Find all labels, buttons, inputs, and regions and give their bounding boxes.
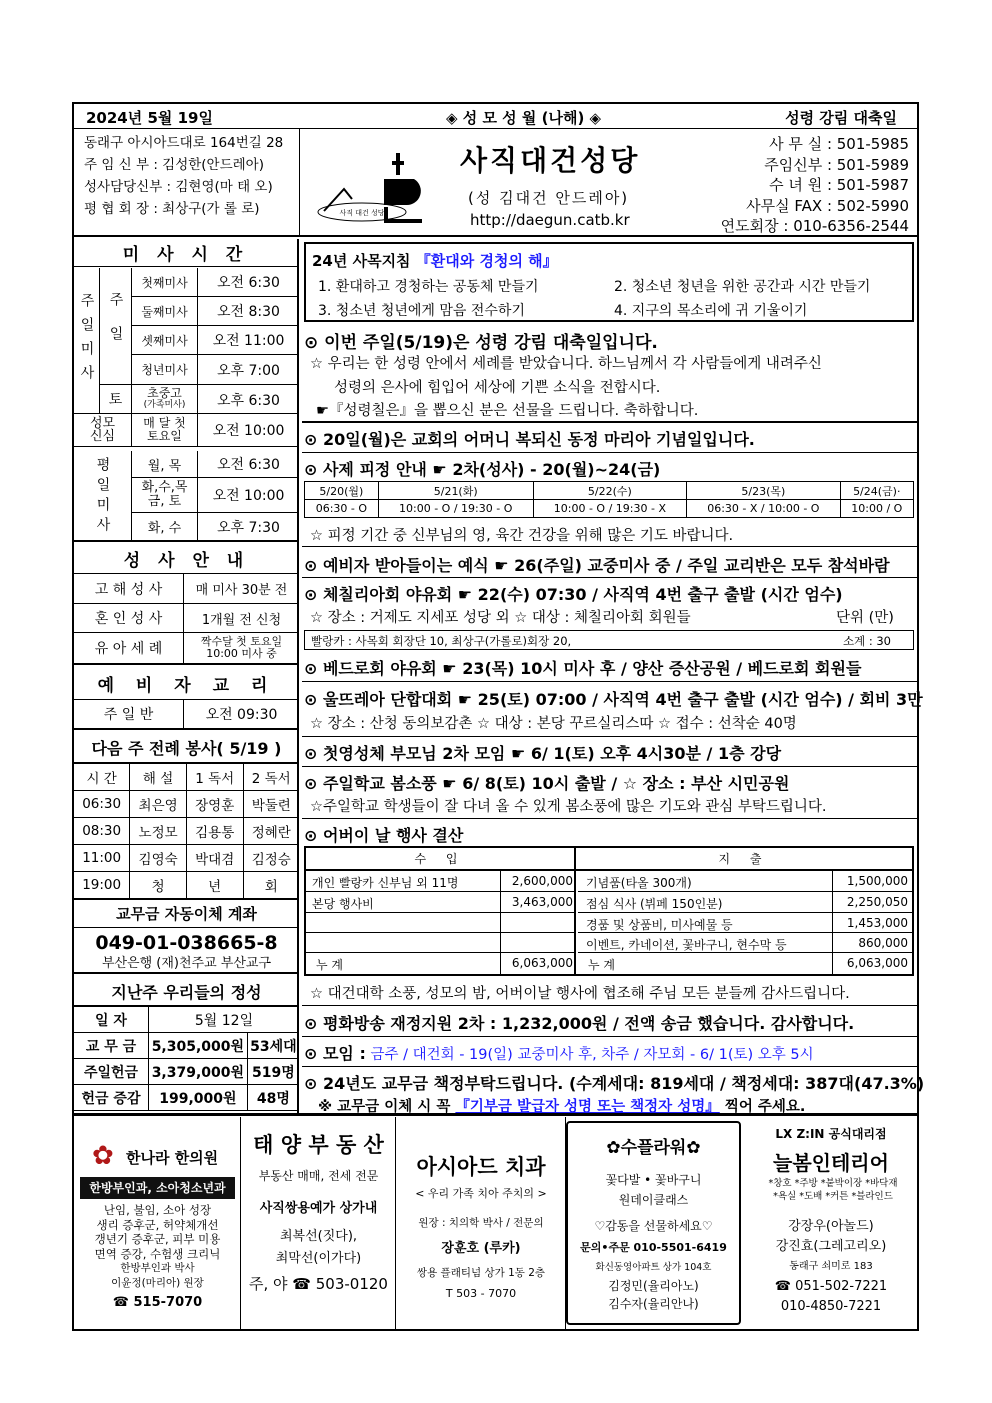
guide-title [312, 250, 558, 271]
ad-flower-address: 화신동영아파트 상가 104호 [595, 1262, 712, 1273]
ad-line: 갱년기 증후군, 피부 미용 [94, 1232, 221, 1246]
ad-interior-items: *창호 *주방 *붙박이장 *바닥재 *욕실 *도배 *커튼 *블라인드 [768, 1178, 898, 1202]
ad-line: 생리 증후군, 허약체개선 [96, 1217, 219, 1232]
marian-label: 성모신심 [74, 414, 132, 447]
mass-name: 셋째미사 [132, 326, 198, 355]
notice-peter: ⊙ 베드로회 야유회 ☛ 23(목) 10시 미사 후 / 양산 증산공원 / 베드로회 회원들 [304, 659, 862, 678]
retreat-time: 06:30 - X / 10:00 - O [687, 500, 840, 518]
weekday-mass-label: 평일미사 [74, 451, 132, 542]
mass-time: 오후 7:00 [217, 362, 280, 379]
ministry-header: 1 독서 [186, 764, 243, 791]
sunday-rows [132, 268, 299, 385]
income-total-label: 누 계 [316, 958, 343, 972]
ministry-time: 11:00 [74, 845, 130, 872]
ad-line: 난임, 불임, 소아 성장 [103, 1203, 212, 1217]
ministry-commentator: 최은영 [130, 791, 187, 818]
income-item: 개인 빨랑카 신부님 외 11명 [312, 876, 459, 890]
retreat-date: 5/23(목) [687, 482, 840, 500]
ministry-commentator: 김영숙 [130, 845, 187, 872]
ministry-time: 08:30 [74, 818, 130, 845]
saturday-mass-time: 오후 6:30 [217, 392, 280, 409]
contact-council: 연도회장 : 010-6356-2544 [720, 217, 909, 235]
ad-flower-line: ♡감동을 선물하세요♡ [594, 1219, 713, 1233]
notice-thanks: ☆ 대건대학 소풍, 성모의 밤, 어버이날 행사에 협조해 주님 모든 분들께 감사드립니다. [310, 986, 850, 1002]
notice-picnic: ⊙ 주일학교 봄소풍 ☛ 6/ 8(토) 10시 출발 / ☆ 장소 : 부산 시민공원 [304, 774, 790, 793]
ministry-reader2: 정혜란 [243, 818, 299, 845]
ad-dental [396, 1117, 566, 1329]
expense-amount: 860,000 [832, 933, 912, 952]
notice-pentecost-text: 성령의 은사에 힘입어 세상에 기쁜 소식을 전합시다. [334, 380, 661, 396]
catechism-time: 오전 09:30 [205, 707, 278, 723]
sacraments-title: 성 사 안 내 [74, 544, 299, 574]
notice-communion: ⊙ 첫영성체 부모님 2차 모임 ☛ 6/ 1(토) 오후 4시30분 / 1층 강당 [304, 744, 782, 763]
ad-realestate-line: 부동산 매매, 전세 전문 [258, 1169, 379, 1183]
notice-ultreya: ⊙ 울뜨레아 단합대회 ☛ 25(토) 07:00 / 사직역 4번 출구 출발 (시간 엄수) / 회비 3만 [304, 690, 923, 709]
ad-interior-address: 동래구 쇠미로 183 [789, 1261, 873, 1272]
ad-dental-name: 아시아드 치과 [416, 1155, 546, 1179]
guide-year: 24년 사목지침 [312, 252, 411, 270]
notice-picnic-text: ☆주일학교 학생들이 잘 다녀 올 수 있게 봄소풍에 많은 기도와 관심 부탁드립니다. [310, 799, 827, 815]
expense-amount: 1,453,000 [832, 913, 912, 932]
ad-hanuiwon-name: 한나라 한의원 [126, 1149, 219, 1167]
ad-realestate-name: 태 양 부 동 산 [253, 1133, 384, 1157]
expense-item: 점심 식사 (뷔페 150인분) [586, 897, 723, 911]
expense-item: 기념품(타올 300개) [586, 876, 692, 890]
ad-realestate [241, 1117, 396, 1329]
expense-total: 6,063,000 [832, 953, 912, 974]
income-amount: 2,600,000 [500, 871, 576, 891]
notice-pentecost: ⊙ 이번 주일(5/19)은 성령 강림 대축일입니다. [304, 333, 658, 353]
mass-title: 미 사 시 간 [74, 239, 297, 267]
ad-interior-name: 늘봄인테리어 [773, 1151, 889, 1175]
pastoral-guide [304, 242, 914, 322]
retreat-time: 10:00 - O / 19:30 - O [378, 500, 533, 518]
settlement-table [304, 846, 914, 976]
cecilia-donation-box [304, 630, 914, 650]
expense-list [578, 871, 912, 974]
expense-item: 경품 및 상품비, 미사예물 등 [586, 918, 733, 932]
ad-line: 면역 증강, 수험생 크리닉 [94, 1246, 221, 1261]
notice-cecilia-details: ☆ 장소 : 거제도 지세포 성당 외 ☆ 대상 : 체칠리아회 회원들 [310, 610, 691, 626]
ad-line: 한방부인과 박사 [120, 1262, 195, 1274]
notice-dues: ⊙ 24년도 교무금 책정부탁드립니다. (수계세대: 819세대 / 책정세대: 387대(47.3%) [304, 1074, 925, 1093]
notice-parents-day: ⊙ 어버이 날 행사 결산 [304, 826, 464, 845]
ad-dental-line: 원장 : 치의학 박사 / 전문의 [418, 1217, 544, 1229]
expense-amount: 1,500,000 [832, 871, 912, 891]
ministry-header: 2 독서 [243, 764, 299, 791]
left-column [74, 239, 299, 1113]
notice-cecilia: ⊙ 체칠리아회 야유회 ☛ 22(수) 07:30 / 사직역 4번 출구 출발 (시간 엄수) [304, 585, 843, 604]
church-logo [312, 149, 432, 229]
notice-catechumen: ⊙ 예비자 받아들이는 예식 ☛ 26(주일) 교중미사 중 / 주일 교리반은 모두 참석바람 [304, 556, 890, 575]
pastor-name: 주 임 신 부 : 김성한(안드레아) [84, 157, 264, 173]
guide-item: 2. 청소년 청년을 위한 공간과 시간 만들기 [614, 279, 871, 295]
notice-retreat: ⊙ 사제 피정 안내 ☛ 2차(성사) - 20(월)~24(금) [304, 460, 661, 479]
ministry-reader2: 회 [243, 872, 299, 899]
mass-name: 둘째미사 [132, 297, 198, 326]
retreat-date: 5/24(금)· [840, 482, 913, 500]
retreat-date: 5/21(화) [378, 482, 533, 500]
notice-ultreya-details: ☆ 장소 : 산청 동의보감촌 ☆ 대상 : 본당 꾸르실리스따 ☆ 접수 : 선착순 40명 [310, 716, 797, 732]
sunday-mass-label: 주일미사 [74, 268, 100, 414]
sacrament-value: 짝수달 첫 토요일 10:00 미사 중 [200, 635, 283, 660]
weekday-days: 월, 목 [132, 451, 198, 478]
offering-amount: 5,305,000원 [149, 1033, 248, 1059]
ministry-reader1: 년 [186, 872, 243, 899]
ad-hanuiwon-lines [74, 1203, 241, 1290]
offering-count: 53세대 [247, 1033, 299, 1059]
liturgical-month: ◈ 성 모 성 월 (나해) ◈ [446, 109, 602, 127]
ministry-reader1: 박대겸 [186, 845, 243, 872]
notice-meetings: ⊙ 모임 : 금주 / 대건회 - 19(일) 교중미사 후, 차주 / 자모회 - 6/ 1(토) 오후 5시 [304, 1044, 814, 1063]
expense-total-label: 누 계 [588, 958, 615, 972]
expense-amount: 2,250,050 [832, 892, 912, 912]
expense-header: 지 출 [576, 848, 912, 871]
expense-item: 이벤트, 카네이션, 꽃바구니, 현수막 등 [586, 938, 787, 952]
guide-item: 4. 지구의 목소리에 귀 기울이기 [614, 303, 808, 319]
header-bar [74, 104, 917, 129]
notice-mary: ⊙ 20일(월)은 교회의 어머니 복되신 동정 마리아 기념일입니다. [304, 430, 755, 449]
parish-name: 사직대건성당 [460, 144, 641, 177]
mass-name: 첫째미사 [132, 268, 198, 297]
feast-title: 성령 강림 대축일 [785, 109, 897, 127]
ad-realestate-phone: 주, 야 ☎ 503-0120 [249, 1275, 388, 1293]
income-amount: 3,463,000 [500, 892, 576, 912]
weekday-mass [74, 451, 299, 542]
mass-name: 청년미사 [132, 355, 198, 385]
offering-amount: 199,000원 [149, 1085, 248, 1111]
weekday-time: 오전 6:30 [217, 457, 280, 473]
ad-dental-slogan: < 우리 가족 치아 주치의 > [415, 1187, 547, 1200]
parish-url[interactable]: http://daegun.catb.kr [470, 211, 630, 229]
cecilia-donation: 빨랑카 : 사목회 회장단 10, 최상구(가롤로)회장 20, [311, 634, 572, 648]
ad-flower [566, 1121, 741, 1325]
ministry-time: 06:30 [74, 791, 130, 818]
ad-dental-address: 쌍용 플래티넘 상가 1동 2층 [416, 1267, 546, 1279]
retreat-time: 10:00 / O [840, 500, 913, 518]
ad-flower-owner: 김수자(율리안나) [608, 1297, 699, 1311]
ad-dental-doctor: 장훈호 (루카) [441, 1241, 521, 1256]
ad-interior-phone: ☎ 051-502-7221 [774, 1279, 888, 1294]
weekday-time: 오전 10:00 [212, 488, 285, 504]
notice-cecilia-unit: 단위 (만) [836, 610, 894, 626]
mass-time: 오전 6:30 [217, 275, 280, 291]
notice-gifts: ☛『성령칠은』을 뽑으신 분은 선물을 드립니다. 축하합니다. [316, 403, 699, 419]
ministry-time: 19:00 [74, 872, 130, 899]
retreat-table [304, 481, 914, 518]
offering-amount: 3,379,000원 [149, 1059, 248, 1085]
flower-icon: ✿ [92, 1141, 114, 1171]
sacrament-name: 유 아 세 례 [74, 632, 184, 664]
offering-name: 주일헌금 [74, 1059, 149, 1085]
guide-item: 1. 환대하고 경청하는 공동체 만들기 [318, 279, 539, 295]
ad-hanuiwon [74, 1117, 241, 1329]
income-header: 수 입 [306, 848, 576, 871]
income-total: 6,063,000 [500, 953, 576, 974]
offering-name: 헌금 증감 [74, 1085, 149, 1111]
ad-flower-line: 원데이클래스 [618, 1193, 689, 1207]
catechism-row [74, 700, 299, 730]
ad-realestate-line: 사직쌍용예가 상가내 [259, 1201, 378, 1216]
ad-flower-phone: 문의•주문 010-5501-6419 [580, 1241, 727, 1254]
weekday-days: 화,수,목 금, 토 [132, 478, 198, 513]
offering-count: 519명 [247, 1059, 299, 1085]
offering-title: 지난주 우리들의 정성 [74, 978, 299, 1006]
notice-retreat-prayer: ☆ 피정 기간 중 신부님의 영, 육간 건강을 위해 많은 기도 바랍니다. [310, 528, 734, 544]
catechism-day: 주 일 반 [74, 699, 184, 729]
ad-realestate-line: 최막선(이가다) [275, 1251, 362, 1266]
parish-address: 동래구 아시아드대로 164번길 28 [84, 135, 284, 151]
account-number: 049-01-038665-8 [95, 932, 278, 954]
contact-convent: 수 녀 원 : 501-5987 [769, 176, 909, 194]
ministry-commentator: 청 [130, 872, 187, 899]
council-name: 평 협 회 장 : 최상구(가 롤 로) [84, 201, 260, 217]
ministry-header: 해 설 [130, 764, 187, 791]
sacrament-name: 고 해 성 사 [74, 574, 184, 604]
contact-pastor: 주임신부 : 501-5989 [764, 155, 909, 174]
ad-interior-person: 강진효(그레고리오) [775, 1239, 887, 1254]
ministry-reader1: 김용통 [186, 818, 243, 845]
ministry-title: 다음 주 전례 봉사( 5/19 ) [74, 732, 299, 763]
ad-flower-name: ✿수플라워✿ [606, 1138, 701, 1158]
sacrament-name: 혼 인 성 사 [74, 604, 184, 633]
cecilia-donation-total: 소계 : 30 [842, 634, 891, 648]
ad-line: 이윤정(마리아) 원장 [111, 1276, 204, 1289]
ministry-reader1: 장영훈 [186, 791, 243, 818]
account-title: 교무금 자동이체 계좌 [74, 900, 299, 928]
guide-theme: 『환대와 경청의 해』 [415, 252, 558, 270]
marian-time: 오전 10:00 [198, 414, 299, 447]
parish-clergy [74, 129, 300, 237]
retreat-date: 5/22(수) [533, 482, 686, 500]
ad-interior-person: 강장우(아놀드) [788, 1219, 874, 1234]
offering-date-label: 일 자 [74, 1007, 149, 1033]
retreat-time: 06:30 - O [305, 500, 379, 518]
contact-fax: 사무실 FAX : 502-5990 [746, 196, 909, 215]
retreat-time: 10:00 - O / 19:30 - X [533, 500, 686, 518]
parish-patron: (성 김대건 안드레아) [468, 189, 630, 207]
ministry-reader2: 김정승 [243, 845, 299, 872]
ad-hanuiwon-phone: ☎ 515-7070 [112, 1295, 203, 1310]
issue-date: 2024년 5월 19일 [86, 109, 213, 127]
sacrament-value: 1개월 전 신청 [201, 612, 282, 628]
parish-brand [300, 129, 687, 237]
logo-text: 사직 대건 성당 [339, 209, 385, 217]
income-item: 본당 행사비 [312, 897, 374, 911]
catechism-title: 예 비 자 교 리 [74, 667, 299, 700]
ad-interior-line: LX Z:IN 공식대리점 [775, 1127, 887, 1141]
offering-date: 5월 12일 [149, 1007, 300, 1033]
ad-flower-line: 꽃다발 • 꽃바구니 [605, 1173, 702, 1187]
weekday-time: 오후 7:30 [217, 519, 280, 536]
ministry-commentator: 노정모 [130, 818, 187, 845]
saturday-row [132, 385, 299, 414]
ministry-table [73, 763, 299, 899]
ministry-reader2: 박둘련 [243, 791, 299, 818]
ministry-header: 시 간 [74, 764, 130, 791]
offering-table [73, 1006, 299, 1111]
offering-count: 48명 [247, 1085, 299, 1111]
notice-broadcast: ⊙ 평화방송 재정지원 2차 : 1,232,000원 / 전액 송금 했습니다. 감사합니다. [304, 1014, 855, 1033]
mass-time: 오전 11:00 [212, 333, 285, 349]
saturday-mass-name: 초중고 [147, 386, 182, 400]
notice-dues-transfer: ※ 교무금 이체 시 꼭 『기부금 발급자 성명 또는 책정자 성명』 찍어 주세요. [318, 1099, 806, 1115]
mass-schedule [74, 268, 299, 445]
ad-realestate-line: 최복선(짓다), [279, 1229, 358, 1244]
account-bank: 부산은행 (재)천주교 부산교구 [101, 956, 272, 971]
sunday-label: 주일 [100, 268, 132, 385]
ad-hanuiwon-band: 한방부인과, 소아청소년과 [80, 1177, 235, 1199]
sacraments-list [74, 574, 299, 665]
notice-pentecost-text: ☆ 우리는 한 성령 안에서 세례를 받았습니다. 하느님께서 각 사람들에게 내려주신 [310, 356, 822, 372]
mass-time: 오전 8:30 [217, 304, 280, 320]
ad-interior-phone: 010-4850-7221 [780, 1299, 882, 1314]
marian-name: 매 달 첫 토요일 [132, 414, 198, 447]
offering-name: 교 무 금 [74, 1033, 149, 1059]
sacrament-value: 매 미사 30분 전 [195, 583, 288, 598]
ad-flower-owner: 김정민(율리아노) [608, 1279, 699, 1293]
contact-office: 사 무 실 : 501-5985 [769, 135, 909, 153]
retreat-date: 5/20(월) [305, 482, 379, 500]
income-list [306, 871, 576, 974]
ad-interior [745, 1117, 917, 1329]
saturday-mass-sub: (가족미사) [143, 400, 186, 410]
saturday-label: 토 [100, 385, 132, 414]
account-box [74, 898, 299, 974]
guide-item: 3. 청소년 청년에게 맘음 전수하기 [318, 303, 525, 319]
ad-dental-phone: T 503 - 7070 [445, 1287, 517, 1300]
weekday-days: 화, 수 [132, 513, 198, 540]
assistant-name: 성사담당신부 : 김현영(마 태 오) [84, 179, 273, 195]
contacts [687, 129, 917, 237]
